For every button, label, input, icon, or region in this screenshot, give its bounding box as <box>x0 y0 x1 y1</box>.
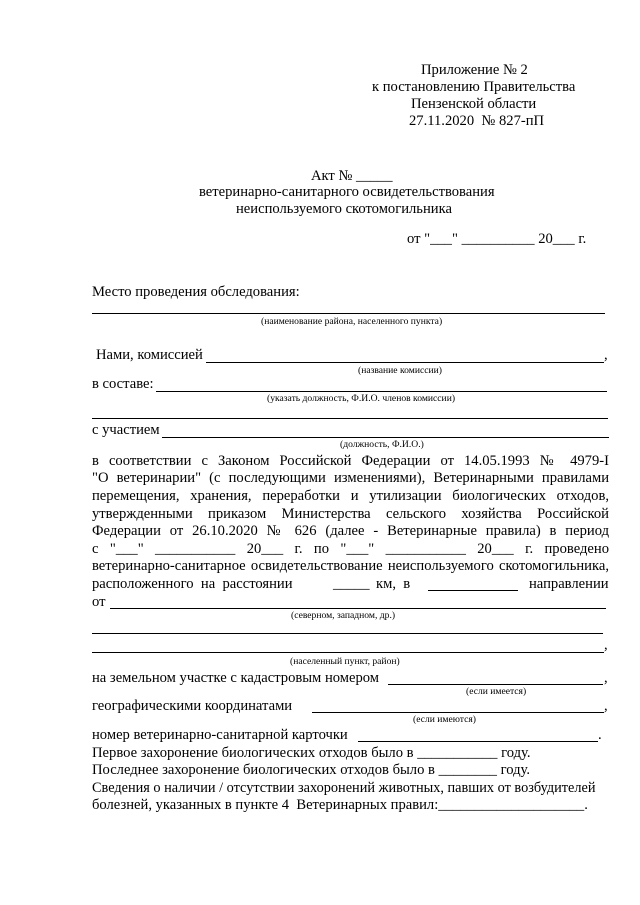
cadastral-hint: (если имеется) <box>466 686 527 697</box>
composition-hint: (указать должность, Ф.И.О. членов комиссии) <box>267 393 456 404</box>
from-field-3[interactable] <box>92 652 604 653</box>
distance-unit: км, в <box>376 576 411 592</box>
paragraph-line-3: перемещения, хранения, переработки и утилизации биологических отходов, <box>92 488 609 504</box>
card-label: номер ветеринарно-санитарной карточки <box>92 727 348 743</box>
commission-label: Нами, комиссией <box>96 347 203 363</box>
paragraph-line-5: Федерации от 26.10.2020 № 626 (далее - Ветеринарные правила) в период <box>92 523 609 539</box>
commission-field[interactable] <box>206 362 604 363</box>
first-burial: Первое захоронение биологических отходов было в ___________ году. <box>92 745 531 761</box>
appendix-region: Пензенской области <box>411 96 537 112</box>
geo-field[interactable] <box>312 712 604 713</box>
act-subtitle-line2: неиспользуемого скотомогильника <box>236 201 452 217</box>
from-field[interactable] <box>110 608 606 609</box>
card-period: . <box>598 727 602 743</box>
settlement-hint: (населенный пункт, район) <box>290 656 400 667</box>
distance-blank[interactable]: _____ <box>333 576 370 592</box>
direction-field[interactable] <box>428 590 518 591</box>
cadastral-label: на земельном участке с кадастровым номером <box>92 670 380 686</box>
appendix-date: 27.11.2020 № 827-пП <box>409 113 545 129</box>
composition-field[interactable] <box>156 391 607 392</box>
from-field-2[interactable] <box>92 633 603 634</box>
paragraph-line-6: с "___" ___________ 20___ г. по "___" ___________ 20___ г. проведено <box>92 541 609 557</box>
cadastral-field[interactable] <box>388 684 603 685</box>
geo-comma: , <box>604 698 608 714</box>
commission-hint: (название комиссии) <box>358 365 442 376</box>
from-label: от <box>92 594 106 610</box>
place-hint: (наименование района, населенного пункта) <box>261 316 443 327</box>
participation-field[interactable] <box>162 437 609 438</box>
act-title: Акт № _____ <box>311 168 393 184</box>
last-burial: Последнее захоронение биологических отходов было в ________ году. <box>92 762 530 778</box>
participation-label: с участием <box>92 422 160 438</box>
paragraph-line-4: утвержденными приказом Министерства сельского хозяйства Российской <box>92 506 609 522</box>
paragraph-line-7: ветеринарно-санитарное освидетельствование неиспользуемого скотомогильника, <box>92 558 609 574</box>
card-field[interactable] <box>358 741 598 742</box>
direction-hint: (северном, западном, др.) <box>291 610 396 621</box>
place-label: Место проведения обследования: <box>92 284 300 300</box>
direction-label: направлении <box>529 576 609 592</box>
distance-label: расположенного на расстоянии <box>92 576 293 592</box>
from-comma: , <box>604 637 608 653</box>
geo-label: географическими координатами <box>92 698 293 714</box>
info-line-2: болезней, указанных в пункте 4 Ветеринарных правил:____________________. <box>92 797 588 813</box>
paragraph-line-1: в соответствии с Законом Российской Федерации от 14.05.1993 № 4979-I <box>92 453 609 469</box>
info-line-1: Сведения о наличии / отсутствии захоронений животных, павших от возбудителей <box>92 780 596 796</box>
composition-field-2[interactable] <box>92 418 608 419</box>
appendix-number: Приложение № 2 <box>421 62 528 78</box>
geo-hint: (если имеются) <box>413 714 476 725</box>
place-field[interactable] <box>92 313 605 314</box>
act-date: от "___" __________ 20___ г. <box>407 231 587 247</box>
composition-label: в составе: <box>92 376 154 392</box>
cadastral-comma: , <box>604 670 608 686</box>
commission-comma: , <box>604 347 608 363</box>
participation-hint: (должность, Ф.И.О.) <box>340 439 424 450</box>
act-subtitle-line1: ветеринарно-санитарного освидетельствования <box>199 184 495 200</box>
appendix-ref: к постановлению Правительства <box>372 79 576 95</box>
paragraph-line-2: "О ветеринарии" (с последующими изменениями), Ветеринарными правилами <box>92 470 609 486</box>
